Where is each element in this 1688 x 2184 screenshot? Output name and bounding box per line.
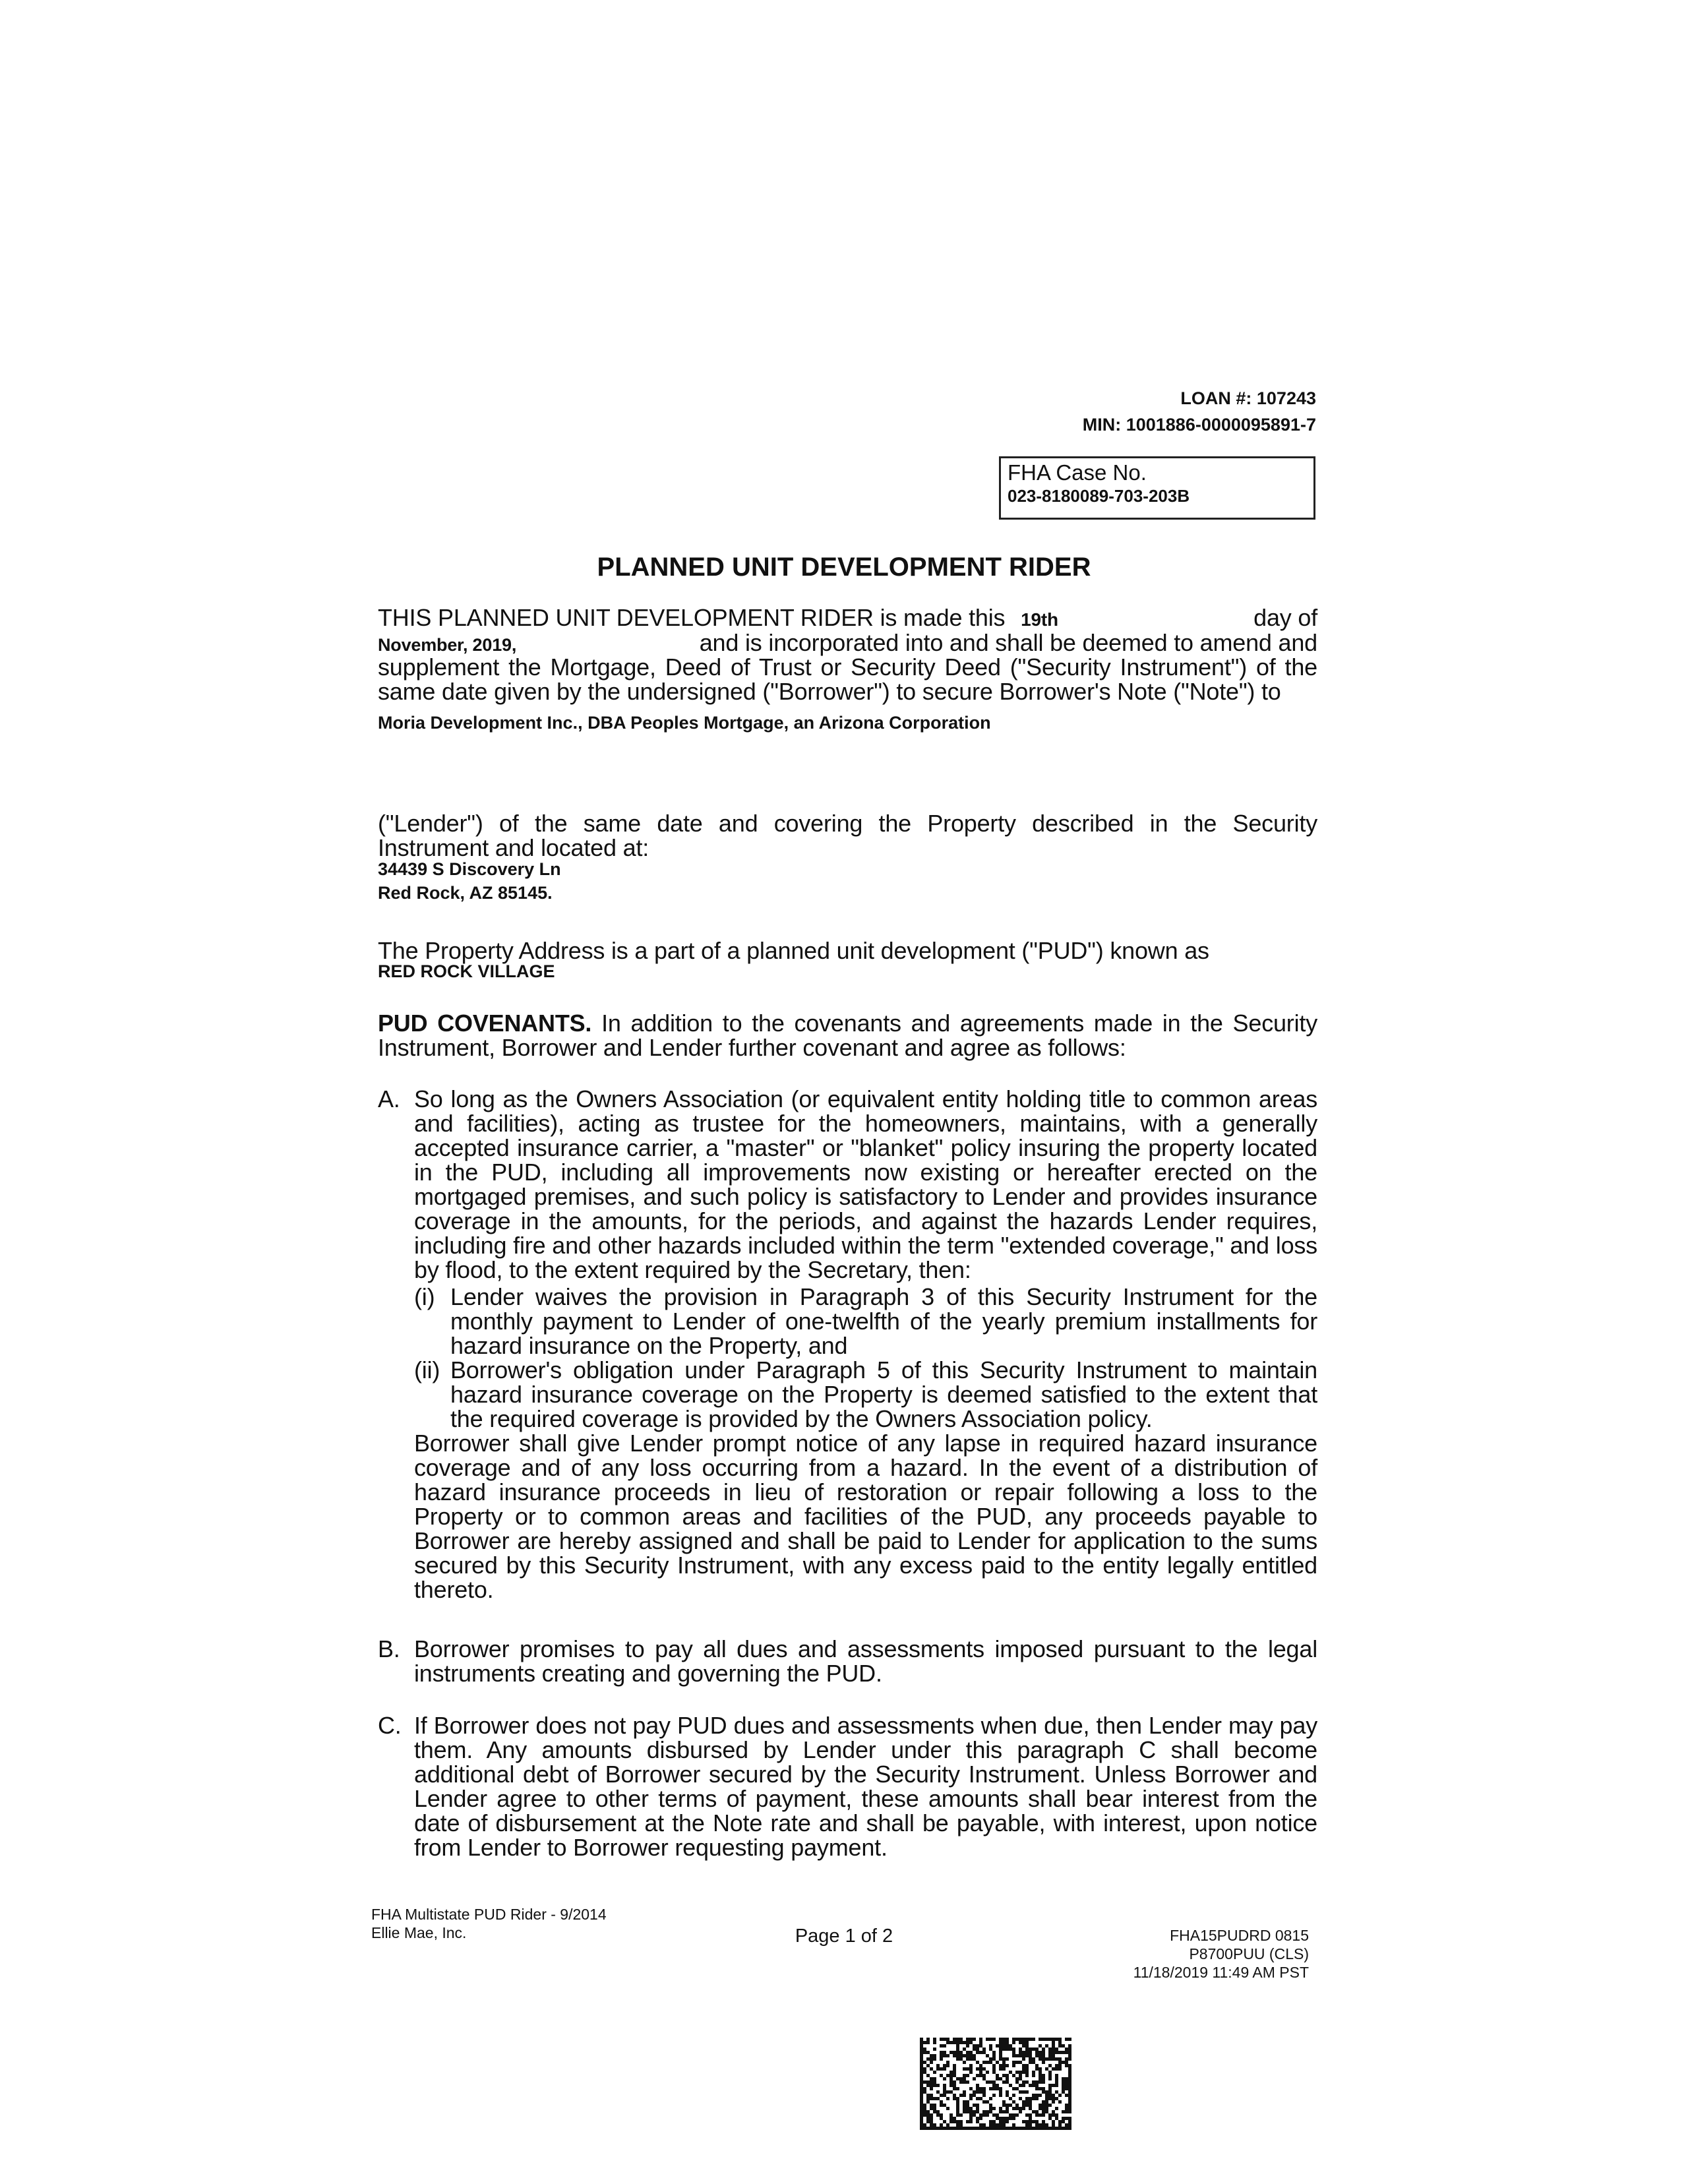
section-a-label: A. <box>378 1085 400 1112</box>
lender-name: Moria Development Inc., DBA Peoples Mortgage, an Arizona Corporation <box>378 713 991 733</box>
page-title: PLANNED UNIT DEVELOPMENT RIDER <box>597 553 1091 582</box>
intro-line-2 <box>378 630 1317 655</box>
barcode-icon <box>920 2038 1071 2131</box>
pud-clause: The Property Address is a part of a planned unit development ("PUD") known as <box>378 937 1209 964</box>
intro-month-year: November, 2019, <box>378 635 517 655</box>
fha-case-box <box>999 456 1315 520</box>
footer-form-name: FHA Multistate PUD Rider - 9/2014 <box>371 1906 607 1923</box>
section-c-label: C. <box>378 1712 402 1739</box>
intro-line1-start: THIS PLANNED UNIT DEVELOPMENT RIDER is made this <box>378 604 1006 631</box>
property-address-line-1: 34439 S Discovery Ln <box>378 859 561 879</box>
footer-page-number: Page 1 of 2 <box>795 1926 893 1947</box>
covenants-intro-text: In addition to the covenants and agreements made in the Security Instrument, Borrower and Lender further covenant and agree as follows: <box>378 1010 1317 1061</box>
section-b-text: Borrower promises to pay all dues and assessments imposed pursuant to the legal instruments creating and governing the PUD. <box>414 1635 1317 1687</box>
intro-line1-end: day of <box>1253 604 1317 631</box>
loan-number: LOAN #: 107243 <box>1180 388 1316 408</box>
fha-case-label: FHA Case No. <box>1008 460 1147 485</box>
footer-company: Ellie Mae, Inc. <box>371 1924 467 1941</box>
intro-day: 19th <box>1021 609 1058 630</box>
footer-code-2: P8700PUU (CLS) <box>1189 1945 1309 1962</box>
lender-clause: ("Lender") of the same date and covering the Property described in the Security Instrument and located at: <box>378 810 1317 861</box>
section-a-tail: Borrower shall give Lender prompt notice of any lapse in required hazard insurance coverage and of any loss occurring from a hazard. In the event of a distribution of hazard insurance proceeds in lieu of restoration or repair following a loss to the Property or to common areas and facilities of the PUD, any proceeds payable to Borrower are hereby assigned and shall be paid to Lender for application to the sums secured by this Security Instrument, with any excess paid to the entity legally entitled thereto. <box>414 1430 1317 1603</box>
fha-case-number: 023-8180089-703-203B <box>1008 486 1190 506</box>
section-a-i-label: (i) <box>414 1283 435 1310</box>
footer-code-1: FHA15PUDRD 0815 <box>1170 1927 1309 1944</box>
intro-line2-rest: and is incorporated into and shall be deemed to amend and <box>699 629 1317 656</box>
section-a-ii-text: Borrower's obligation under Paragraph 5 of this Security Instrument to maintain hazard insurance coverage on the Property is deemed satisfied to the extent that the required coverage is provided by the Owners Association policy. <box>450 1356 1317 1432</box>
section-a-ii-label: (ii) <box>414 1356 440 1383</box>
footer-timestamp: 11/18/2019 11:49 AM PST <box>1133 1964 1309 1981</box>
section-c-text: If Borrower does not pay PUD dues and assessments when due, then Lender may pay them. Any amounts disbursed by Lender under this paragraph C shall become additional debt of Borrower secured by the Security Instrument. Unless Borrower and Lender agree to other terms of payment, these amounts shall bear interest from the date of disbursement at the Note rate and shall be payable, with interest, upon notice from Lender to Borrower requesting payment. <box>414 1712 1317 1861</box>
intro-line-1 <box>378 605 1317 630</box>
pud-name: RED ROCK VILLAGE <box>378 961 555 981</box>
intro-text-rest: supplement the Mortgage, Deed of Trust or Security Deed ("Security Instrument") of the same date given by the undersigned ("Borrower") to secure Borrower's Note ("Note") to <box>378 653 1317 705</box>
min-number: MIN: 1001886-0000095891-7 <box>1082 415 1316 435</box>
covenants-intro <box>378 1011 1317 1060</box>
section-a-text: So long as the Owners Association (or equivalent entity holding title to common areas and facilities), acting as trustee for the homeowners, maintains, with a generally accepted insurance carrier, a "master" or "blanket" policy insuring the property located in the PUD, including all improvements now existing or hereafter erected on the mortgaged premises, and such policy is satisfactory to Lender and provides insurance coverage in the amounts, for the periods, and against the hazards Lender requires, including fire and other hazards included within the term "extended coverage," and loss by flood, to the extent required by the Secretary, then: <box>414 1085 1317 1283</box>
covenants-heading: PUD COVENANTS. <box>378 1010 592 1037</box>
section-b-label: B. <box>378 1635 400 1662</box>
section-a-i-text: Lender waives the provision in Paragraph 3 of this Security Instrument for the monthly payment to Lender of one-twelfth of the yearly premium installments for hazard insurance on the Property, and <box>450 1283 1317 1359</box>
property-address-line-2: Red Rock, AZ 85145. <box>378 883 553 903</box>
